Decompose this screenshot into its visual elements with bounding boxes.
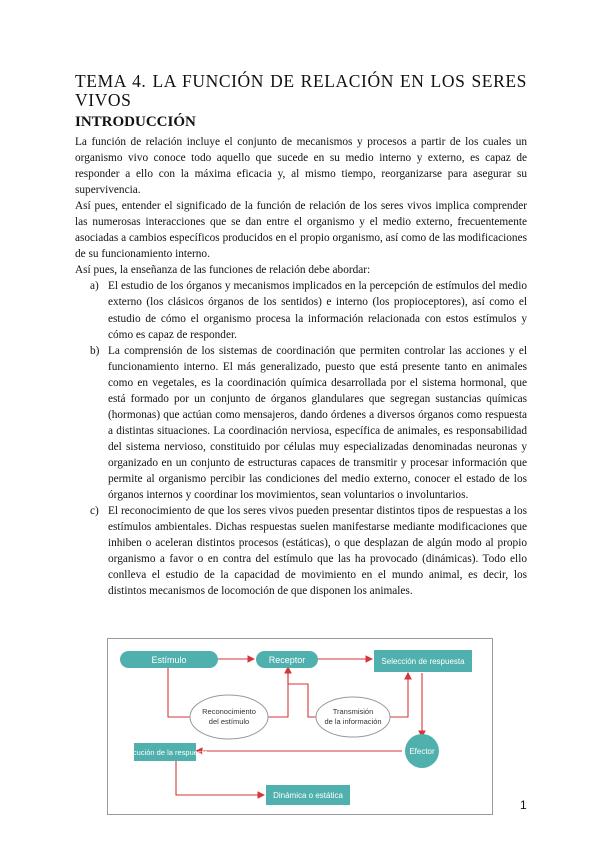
arrow-reconocimiento-receptor <box>268 667 288 717</box>
relation-diagram <box>107 638 493 815</box>
reconocimiento-label-2: del estímulo <box>208 717 250 726</box>
section-heading: INTRODUCCIÓN <box>75 114 196 130</box>
page-number: 1 <box>520 798 527 812</box>
estimulo-label: Estímulo <box>151 655 187 665</box>
list-item-text: El reconocimiento de que los seres vivos pueden presentar distintos tipos de respuestas a los estímulos ambientales. Dichas respuestas suelen manifestarse mediante modificaciones que inhiben o aceleran distintos procesos (estáticas), o que desplazan de algún modo al propio organismo a favor o en contra del estímulo que las ha provocado (dinámicas). Todo ello conlleva el estudio de la capacidad de movimiento en el mundo animal, es decir, los distintos mecanismos de locomoción de que disponen los animales. <box>108 505 527 598</box>
arrow-ejecucion-dinamica <box>176 761 264 795</box>
arrow-transmision-seleccion <box>390 673 408 717</box>
seleccion-label: Selección de respuesta <box>381 657 465 666</box>
list-item <box>75 503 527 599</box>
list-marker: a) <box>90 280 99 293</box>
arrow-to-transmision <box>288 667 316 717</box>
receptor-label: Receptor <box>268 655 306 665</box>
paragraph: La función de relación incluye el conjunto de mecanismos y procesos a partir de los cuales un organismo vivo conoce todo aquello que sucede en su medio interno y externo, es capaz de responder a ello con la máxima eficacia y, al mismo tiempo, reorganizarse para asegurar su supervivencia. <box>75 136 527 197</box>
list-item-text: El estudio de los órganos y mecanismos implicados en la percepción de estímulos del medio externo (los clásicos órganos de los sentidos) e interno (los propioceptores), así como el estudio de cómo el organismo procesa la información relacionada con estos estímulos y cómo es capaz de responder. <box>108 280 527 341</box>
list-item <box>75 278 527 342</box>
list-item <box>75 343 527 503</box>
list-item-text: La comprensión de los sistemas de coordinación que permiten controlar las acciones y el funcionamiento interno. El más generalizado, puesto que está presente tanto en animales como en vegetales, es la coordinación química desarrollada por el sistema hormonal, que está formado por un conjunto de órganos glandulares que segregan sustancias químicas (hormonas) que actúan como mensajeros, dando órdenes a diversos órganos como respuesta a distintas situaciones. La coordinación nerviosa, específica de animales, es responsabilidad del sistema nervioso, constituido por células muy especializadas denominadas neuronas y organizado en un conjunto de estructuras capaces de transmitir y procesar información que permite al organismo percibir las condiciones del medio externo, conocer el estado de los órganos internos y coordinar los movimientos, sean voluntarios o involuntarios. <box>108 344 527 502</box>
arrow-to-reconocimiento <box>168 667 190 717</box>
diagram-canvas <box>108 639 492 814</box>
topic-list <box>75 278 527 599</box>
list-marker: b) <box>90 344 100 357</box>
list-marker: c) <box>90 505 99 518</box>
paragraph: Así pues, entender el significado de la función de relación de los seres vivos implica comprender las numerosas interacciones que se dan entre el organismo y el medio externo, frecuentemente asociadas a cambios específicos producidos en el propio organismo, así como de las modificaciones de su funcionamiento interno. <box>75 200 527 261</box>
transmision-label-1: Transmisión <box>332 707 374 716</box>
ejecucion-label: Ejecución de la respuesta <box>122 748 208 757</box>
efector-label: Efector <box>409 747 435 756</box>
paragraph: Así pues, la enseñanza de las funciones de relación debe abordar: <box>75 264 371 277</box>
transmision-label-2: de la información <box>324 717 382 726</box>
page-title: TEMA 4. LA FUNCIÓN DE RELACIÓN EN LOS SERES VIVOS <box>75 71 527 110</box>
dinamica-label: Dinámica o estática <box>273 791 343 800</box>
body-text <box>75 134 527 599</box>
reconocimiento-label-1: Reconocimiento <box>202 707 256 716</box>
